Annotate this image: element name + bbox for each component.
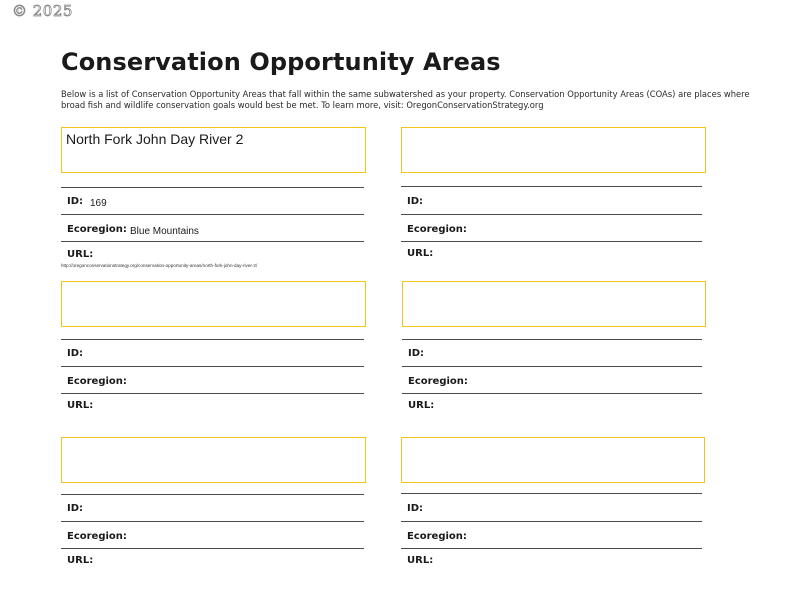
coa-name-box	[61, 437, 366, 483]
url-label: URL:	[67, 555, 94, 566]
coa-name: North Fork John Day River 2	[66, 131, 244, 147]
intro-paragraph: Below is a list of Conservation Opportunity Areas that fall within the same subwatershed as your property. Conservation Opportunity Areas (COAs) are places where broad fish and wildlife conservation goals would best be met. To learn more, visit: OregonConservationStrategy.org	[61, 89, 750, 110]
divider	[402, 339, 702, 340]
coa-name-box	[401, 127, 706, 173]
id-label: ID:	[408, 348, 425, 359]
coa-name-box	[402, 281, 706, 327]
coa-card-5	[61, 437, 366, 577]
id-label: ID:	[67, 503, 84, 514]
url-label: URL:	[67, 400, 94, 411]
ecoregion-value: Blue Mountains	[130, 226, 199, 237]
ecoregion-label: Ecoregion:	[408, 376, 468, 387]
coa-card-2	[401, 127, 706, 277]
divider	[401, 186, 702, 187]
id-value: 169	[90, 198, 107, 209]
url-link[interactable]: http://oregonconservationstrategy.org/conservation-opportunity-areas/north-fork-john-day-river-2/	[61, 263, 258, 268]
divider	[402, 366, 702, 367]
divider	[402, 393, 702, 394]
ecoregion-label: Ecoregion:	[407, 224, 467, 235]
coa-name-box	[61, 127, 366, 173]
ecoregion-label: Ecoregion:	[407, 531, 467, 542]
divider	[61, 339, 364, 340]
url-label: URL:	[407, 555, 434, 566]
url-label: URL:	[67, 249, 94, 260]
page-title: Conservation Opportunity Areas	[61, 48, 501, 76]
divider	[61, 187, 364, 188]
copyright-watermark: © 2025	[12, 2, 73, 20]
divider	[61, 521, 364, 522]
divider	[401, 214, 702, 215]
id-label: ID:	[67, 348, 84, 359]
coa-name-box	[61, 281, 366, 327]
coa-name-box	[401, 437, 705, 483]
coa-card-6	[401, 437, 706, 577]
coa-card-4	[402, 281, 707, 421]
divider	[61, 241, 364, 242]
divider	[401, 241, 702, 242]
ecoregion-label: Ecoregion:	[67, 531, 127, 542]
divider	[61, 494, 364, 495]
divider	[61, 366, 364, 367]
divider	[61, 393, 364, 394]
divider	[401, 548, 702, 549]
id-label: ID:	[67, 196, 84, 207]
ecoregion-label: Ecoregion:	[67, 376, 127, 387]
divider	[401, 493, 702, 494]
url-label: URL:	[407, 248, 434, 259]
coa-card-1	[61, 127, 366, 277]
url-label: URL:	[408, 400, 435, 411]
ecoregion-label: Ecoregion:	[67, 224, 127, 235]
coa-card-3	[61, 281, 366, 421]
divider	[61, 214, 364, 215]
id-label: ID:	[407, 196, 424, 207]
id-label: ID:	[407, 503, 424, 514]
divider	[61, 548, 364, 549]
divider	[401, 521, 702, 522]
